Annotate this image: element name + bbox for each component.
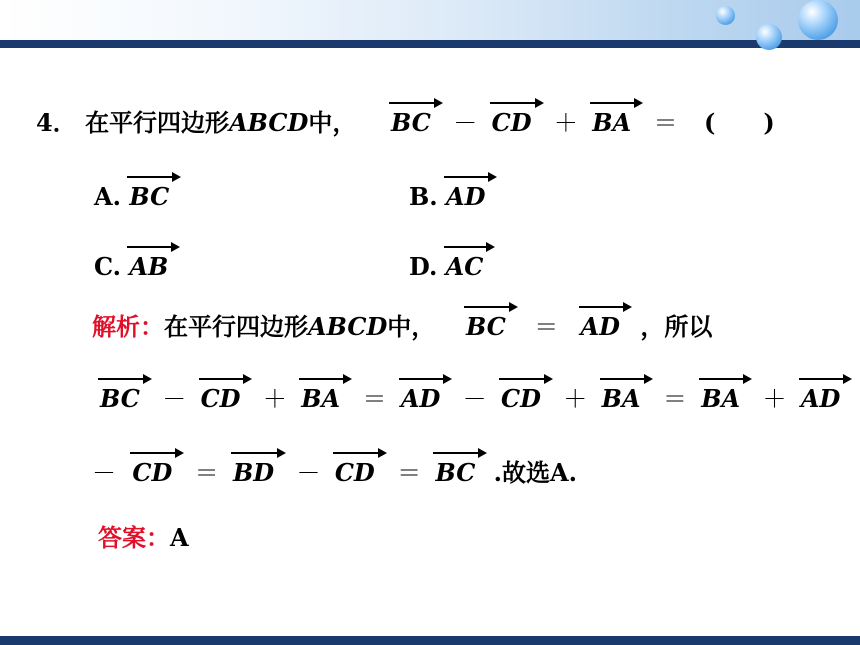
question-stem-shape: ABCD — [229, 108, 309, 137]
operator: ＝ — [397, 459, 422, 487]
operator: ＋ — [563, 385, 588, 413]
answer-value: A — [170, 523, 189, 552]
solution-vector-bc: BC — [465, 312, 506, 341]
option-a-vector: BC — [129, 182, 170, 211]
vector-ba: BA — [592, 108, 632, 137]
option-d-vector: AC — [445, 252, 484, 281]
answer-line — [98, 523, 189, 553]
term: BC — [435, 458, 476, 487]
operator: － — [162, 385, 187, 413]
term: BC — [100, 384, 140, 413]
operator-minus: － — [453, 109, 478, 137]
decor-bubble-large — [798, 0, 838, 40]
header-rule — [0, 40, 860, 48]
answer-label: 答案： — [98, 523, 170, 552]
solution-shape: ABCD — [308, 312, 388, 341]
footer-rule — [0, 636, 860, 645]
solution-text-3: ，所以 — [640, 312, 713, 341]
term: CD — [500, 384, 541, 413]
term: BA — [701, 384, 741, 413]
solution-text-1: 在平行四边形 — [164, 312, 308, 341]
operator: ＝ — [194, 459, 219, 487]
option-a[interactable] — [94, 182, 169, 212]
operator-plus: ＋ — [553, 109, 578, 137]
term: AD — [800, 384, 841, 413]
term: CD — [132, 458, 173, 487]
option-c-vector: AB — [129, 252, 169, 281]
solution-conclusion: .故选A. — [493, 458, 578, 487]
operator: － — [92, 459, 116, 487]
vector-cd: CD — [491, 108, 532, 137]
question-stem-prefix: 在平行四边形 — [85, 108, 230, 137]
question-line — [36, 108, 684, 138]
term: CD — [200, 384, 241, 413]
vector-bc: BC — [391, 108, 431, 137]
operator: ＝ — [662, 385, 687, 413]
operator-equals: ＝ — [653, 109, 678, 137]
term: AD — [400, 384, 441, 413]
term: BD — [233, 458, 275, 487]
term: CD — [334, 458, 375, 487]
operator: － — [462, 385, 487, 413]
question-number: 4． — [36, 108, 77, 137]
term: BA — [301, 384, 341, 413]
option-c[interactable] — [94, 252, 168, 282]
decor-bubble-medium — [756, 24, 782, 50]
solution-line-3 — [92, 458, 577, 488]
option-d[interactable] — [409, 252, 483, 282]
solution-line-1 — [92, 312, 712, 342]
solution-text-2: 中， — [387, 312, 436, 341]
operator: ＋ — [262, 385, 287, 413]
term: BA — [601, 384, 641, 413]
answer-parentheses: ( ) — [704, 108, 775, 137]
operator: － — [296, 459, 321, 487]
solution-vector-ad: AD — [580, 312, 620, 341]
option-d-letter: D. — [409, 252, 438, 281]
option-b-vector: AD — [446, 182, 486, 211]
operator: ＝ — [362, 385, 387, 413]
option-c-letter: C. — [94, 252, 122, 281]
solution-equals: ＝ — [534, 313, 559, 341]
decor-bubble-small — [716, 6, 735, 25]
option-a-letter: A. — [94, 182, 121, 211]
option-b-letter: B. — [409, 182, 438, 211]
operator: ＋ — [762, 385, 787, 413]
solution-label: 解析： — [92, 312, 164, 341]
solution-line-2 — [100, 384, 840, 414]
question-stem-suffix: 中， — [308, 108, 357, 137]
option-b[interactable] — [409, 182, 485, 212]
